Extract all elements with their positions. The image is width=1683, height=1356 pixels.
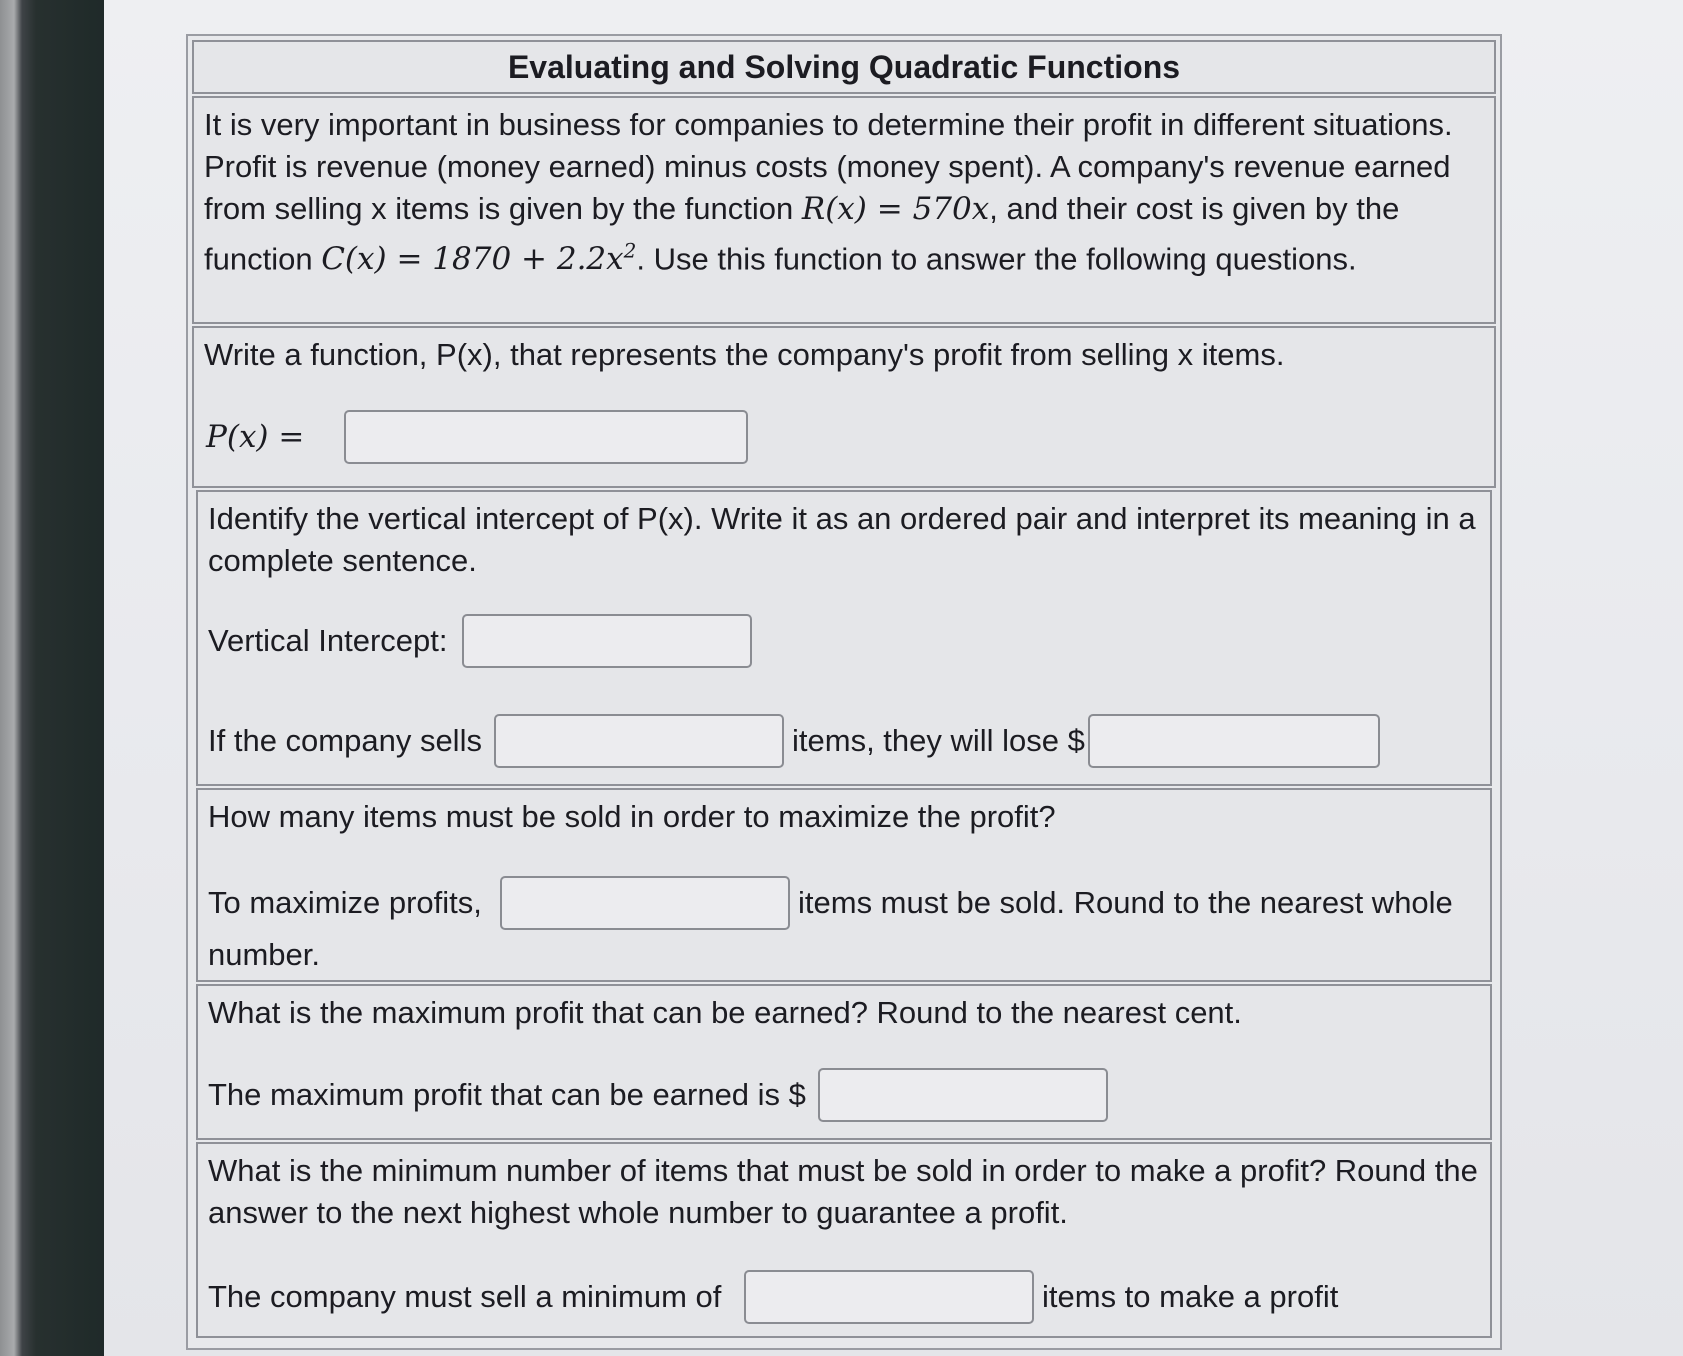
question-1-cell: [192, 326, 1496, 488]
question-5-prompt: What is the minimum number of items that must be sold in order to make a profit? Round the answer to the next highest whole number to guarantee a profit.: [208, 1153, 1478, 1230]
revenue-function: R(x) = 570x: [801, 191, 990, 227]
max-profit-sentence: The maximum profit that can be earned is $: [208, 1077, 806, 1112]
worksheet-title: Evaluating and Solving Quadratic Functions: [192, 40, 1496, 94]
max-profit-input[interactable]: [818, 1068, 1108, 1122]
question-2-prompt: Identify the vertical intercept of P(x). Write it as an ordered pair and interpret its meaning in a complete sentence.: [208, 501, 1476, 578]
items-sold-input[interactable]: [494, 714, 784, 768]
worksheet: [186, 34, 1502, 1350]
question-1-prompt: Write a function, P(x), that represents the company's profit from selling x items.: [204, 337, 1285, 372]
maximize-sentence-wrap: number.: [208, 937, 321, 972]
maximize-sentence-start: To maximize profits,: [208, 885, 482, 920]
loss-amount-input[interactable]: [1088, 714, 1380, 768]
min-items-input[interactable]: [744, 1270, 1034, 1324]
question-4-prompt: What is the maximum profit that can be earned? Round to the nearest cent.: [208, 995, 1242, 1030]
maximize-items-input[interactable]: [500, 876, 790, 930]
question-4-cell: [196, 984, 1492, 1140]
question-3-prompt: How many items must be sold in order to maximize the profit?: [208, 799, 1056, 834]
profit-function-label: P(x) =: [206, 419, 305, 455]
vertical-intercept-input[interactable]: [462, 614, 752, 668]
intercept-sentence-mid: items, they will lose $: [792, 723, 1085, 758]
monitor-bezel: [0, 0, 104, 1356]
profit-function-input[interactable]: [344, 410, 748, 464]
intro-cell: [192, 96, 1496, 324]
question-3-cell: [196, 788, 1492, 982]
question-2-cell: [196, 490, 1492, 786]
intercept-sentence-start: If the company sells: [208, 723, 482, 758]
cost-function: $C(x) = 1870 + 2.2x^2$: [321, 239, 637, 278]
maximize-sentence-end: items must be sold. Round to the nearest whole: [798, 885, 1453, 920]
question-5-cell: [196, 1142, 1492, 1338]
min-items-sentence-start: The company must sell a minimum of: [208, 1279, 722, 1314]
intro-text: It is very important in business for companies to determine their profit in different situations. Profit is revenue (money earned) minus costs (money spent). A company's revenue earned from selling x items is given by the function R(x) = 570x, and their cost is given by the function $C(x) = 1870 + 2.2x^2$. Use this function to answer the following questions.: [204, 107, 1453, 278]
min-items-sentence-end: items to make a profit: [1042, 1279, 1339, 1314]
vertical-intercept-label: Vertical Intercept:: [208, 623, 448, 658]
